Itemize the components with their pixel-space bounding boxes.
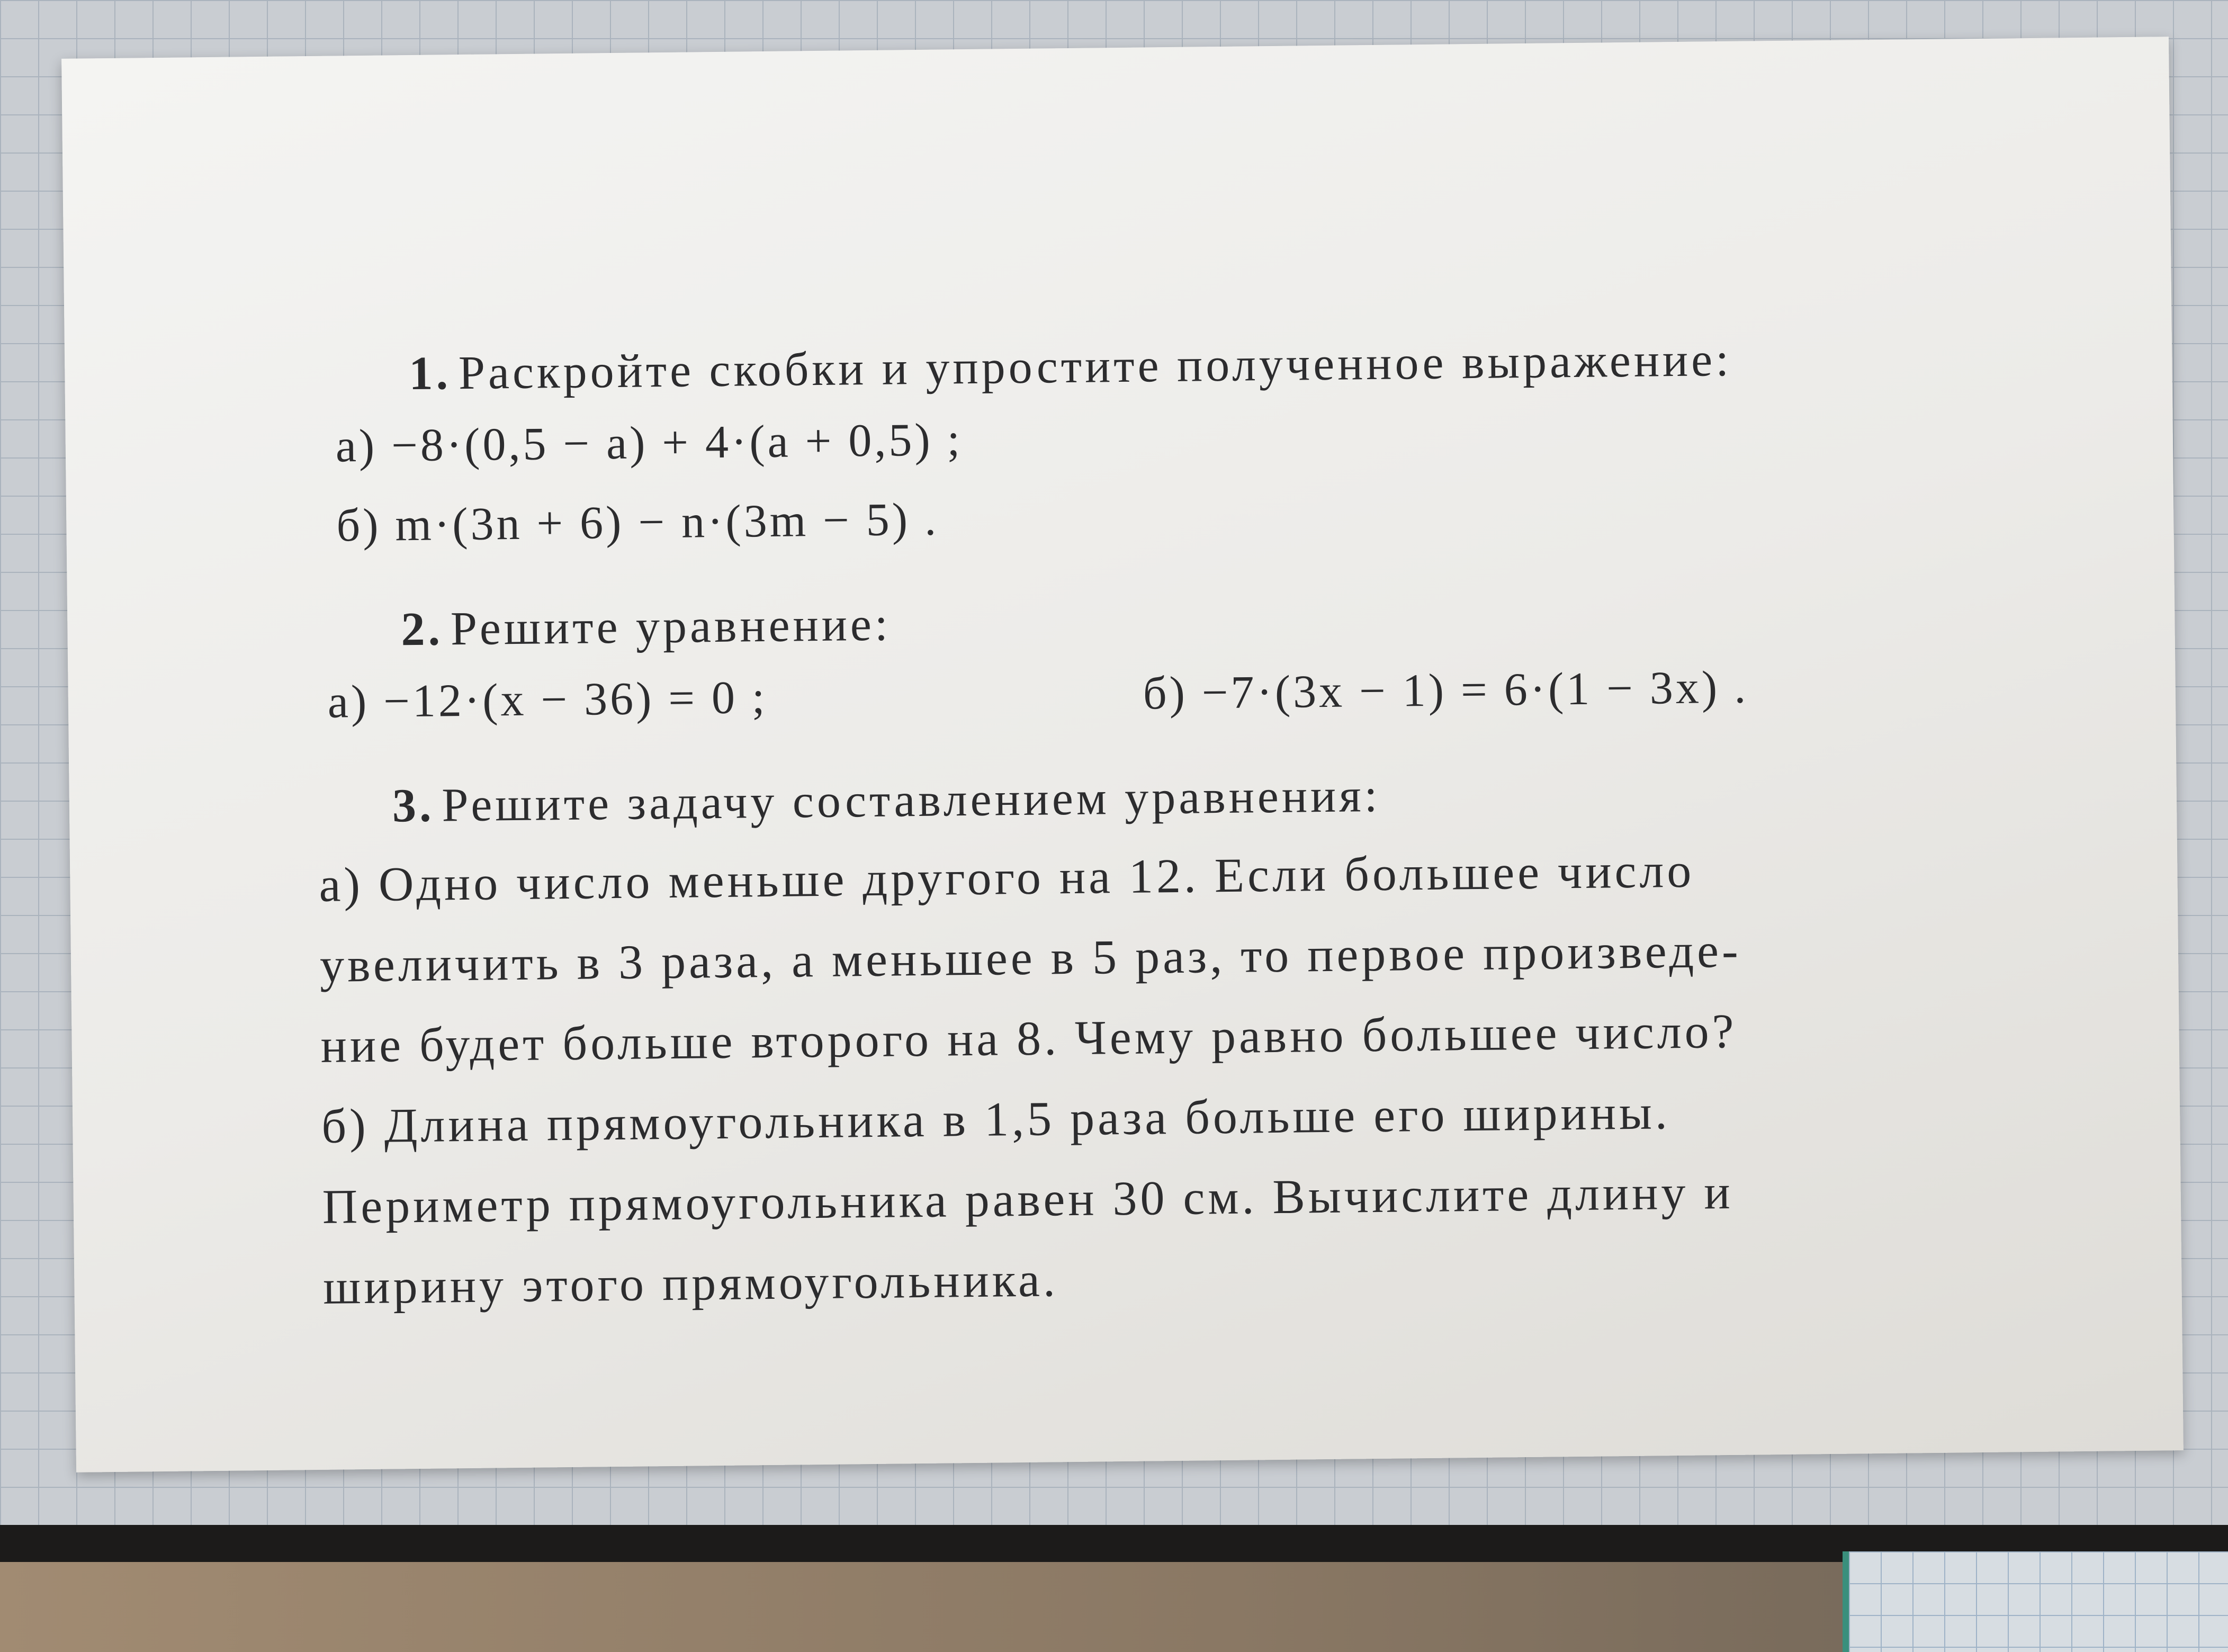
task-2-number: 2.	[400, 603, 444, 656]
task-3-line: б) Длина прямоугольника в 1,5 раза больше его ширины.	[321, 1085, 1671, 1153]
task-1-number: 1.	[408, 347, 452, 400]
task-1b: б) m·(3n + 6) − n·(3m − 5) .	[336, 493, 939, 552]
task-1	[409, 328, 2151, 401]
notebook-corner	[1843, 1551, 2228, 1652]
worksheet-paper	[61, 37, 2184, 1473]
task-1-heading	[409, 328, 2151, 401]
worksheet-content	[318, 328, 2161, 1327]
task-2-title: Решите уравнение:	[450, 598, 892, 656]
task-1-title: Раскройте скобки и упростите полученное выражение:	[458, 333, 1732, 400]
task-2b: б) −7·(3x − 1) = 6·(1 − 3x) .	[1143, 661, 1749, 720]
task-3-number: 3.	[392, 779, 435, 832]
task-3-text	[319, 825, 2161, 1327]
task-3-title: Решите задачу составлением уравнения:	[441, 769, 1381, 832]
task-3-line: Периметр прямоугольника равен 30 см. Вычислите длину и	[322, 1164, 1734, 1234]
task-3-line: ширину этого прямоугольника.	[322, 1252, 1059, 1314]
task-3-line: а) Одно число меньше другого на 12. Если большее число	[318, 843, 1695, 912]
task-2a: а) −12·(x − 36) = 0 ;	[327, 672, 768, 728]
task-3-line: увеличить в 3 раза, а меньшее в 5 раз, то первое произведе-	[319, 923, 1742, 992]
task-1a: а) −8·(0,5 − a) + 4·(a + 0,5) ;	[335, 414, 963, 472]
task-3-line: ние будет больше второго на 8. Чему равно большее число?	[320, 1003, 1737, 1073]
